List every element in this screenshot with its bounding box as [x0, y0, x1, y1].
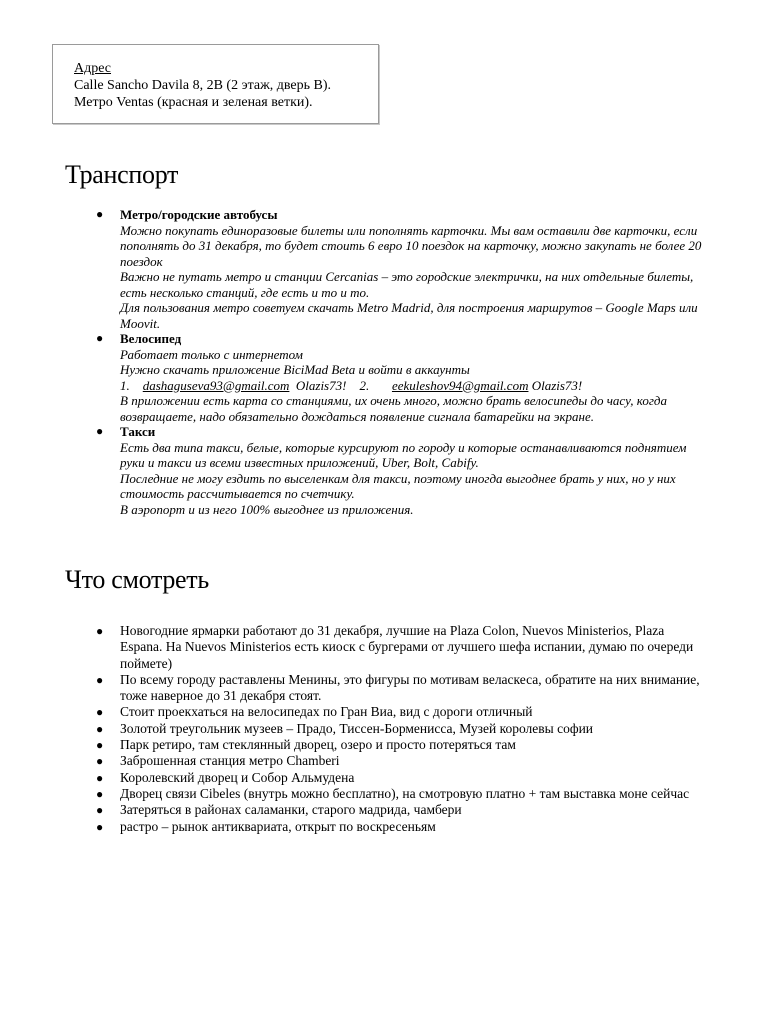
taxi-title: Такси	[120, 424, 156, 439]
metro-p2: Важно не путать метро и станции Cercanias – это городские электрички, на них отдельные билеты, есть несколько станций, где есть и то и то.	[120, 269, 694, 300]
transport-item-bike	[96, 331, 708, 424]
transport-list	[96, 207, 708, 517]
list-item	[96, 819, 708, 835]
metro-title: Метро/городские автобусы	[120, 207, 278, 222]
taxi-p3: В аэропорт и из него 100% выгоднее из приложения.	[120, 501, 414, 517]
bullet-icon: ●	[96, 803, 104, 818]
list-item-text: Стоит проекхаться на велосипедах по Гран Виа, вид с дороги отличный	[120, 704, 533, 720]
account-2-password: Olazis73!	[531, 377, 583, 393]
list-item-text: По всему городу раставлены Менины, это фигуры по мотивам веласкеса, обратите на них внимание, тоже наверное до 31 декабря стоят.	[120, 671, 700, 704]
bullet-icon: ●	[96, 424, 104, 438]
metro-p3: Для пользования метро советуем скачать Metro Madrid, для построения маршрутов – Google Maps или Moovit.	[120, 300, 698, 331]
address-line-1: Calle Sancho Davila 8, 2B (2 этаж, дверь B).	[74, 78, 332, 93]
bike-p1: Работает только с интернетом	[120, 346, 303, 362]
list-item	[96, 704, 708, 720]
address-box	[52, 44, 379, 124]
list-item-text: Затеряться в районах саламанки, старого мадрида, чамбери	[120, 802, 462, 818]
account-2-email[interactable]: eekuleshov94@gmail.com	[391, 377, 529, 393]
list-item	[96, 721, 708, 737]
bike-body	[120, 347, 708, 425]
bullet-icon: ●	[96, 770, 104, 785]
see-list	[96, 623, 708, 835]
bullet-icon: ●	[96, 754, 104, 769]
see-heading: Что смотреть	[65, 565, 209, 594]
list-item	[96, 753, 708, 769]
address-title: Адрес	[74, 61, 112, 76]
bike-title: Велосипед	[120, 331, 182, 346]
transport-heading: Транспорт	[65, 160, 179, 189]
transport-item-metro	[96, 207, 708, 331]
taxi-p1: Есть два типа такси, белые, которые курсируют по городу и которые останавливаются поднятием руки и такси из всеми известных приложений, Uber, Bolt, Cabify.	[120, 439, 687, 470]
bike-accounts	[120, 378, 708, 394]
taxi-body	[120, 440, 708, 518]
list-item	[96, 770, 708, 786]
list-item-text: Королевский дворец и Собор Альмудена	[120, 769, 355, 785]
bullet-icon: ●	[96, 624, 104, 638]
transport-item-taxi	[96, 424, 708, 517]
bullet-icon: ●	[96, 207, 104, 221]
list-item-text: растро – рынок антиквариата, открыт по воскресеньям	[120, 818, 436, 834]
bullet-icon: ●	[96, 705, 104, 720]
metro-body	[120, 223, 708, 332]
list-item-text: Заброшенная станция метро Chamberi	[120, 753, 340, 769]
bullet-icon: ●	[96, 331, 104, 345]
bike-p3: В приложении есть карта со станциями, их очень много, можно брать велосипеды до часу, когда возвращаете, надо обязательно дождаться появление сигнала батарейки на экране.	[120, 393, 667, 424]
bullet-icon: ●	[96, 672, 104, 687]
bullet-icon: ●	[96, 786, 104, 801]
list-item-text: Новогодние ярмарки работают до 31 декабря, лучшие на Plaza Colon, Nuevos Ministerios, Plaza Espana. На Nuevos Ministerios есть киоск с бургерами от лучшего шефа испании, думаю по очереди поймете)	[120, 623, 694, 671]
taxi-p2: Последние не могу ездить по выселенкам для такси, поэтому иногда выгоднее брать у них, но у них стоимость рассчитывается по счетчику.	[120, 470, 676, 501]
list-item	[96, 786, 708, 802]
list-item	[96, 672, 708, 705]
address-line-2: Метро Ventas (красная и зеленая ветки).	[74, 95, 313, 110]
list-item-text: Дворец связи Cibeles (внутрь можно бесплатно), на смотровую платно + там выставка моне сейчас	[120, 785, 690, 801]
metro-p1: Можно покупать единоразовые билеты или пополнять карточки. Мы вам оставили две карточки, если пополнять до 31 декабря, то будет стоить 6 евро 10 поездок на карточку, можно закупать не более 20 поездок	[120, 222, 702, 269]
list-item-text: Парк ретиро, там стеклянный дворец, озеро и просто потеряться там	[120, 737, 516, 753]
account-1-password: Olazis73!	[295, 377, 347, 393]
bullet-icon: ●	[96, 819, 104, 834]
bullet-icon: ●	[96, 721, 104, 736]
list-item	[96, 737, 708, 753]
account-1-email[interactable]: dashaguseva93@gmail.com	[142, 377, 290, 393]
bike-p2: Нужно скачать приложение BiciMad Beta и войти в аккаунты	[120, 362, 470, 377]
list-item	[96, 623, 708, 672]
list-item-text: Золотой треугольник музеев – Прадо, Тиссен-Борменисса, Музей королевы софии	[120, 720, 594, 736]
account-2-number: 2.	[359, 377, 370, 393]
bullet-icon: ●	[96, 738, 104, 753]
account-1-number: 1.	[120, 377, 130, 393]
list-item	[96, 802, 708, 818]
